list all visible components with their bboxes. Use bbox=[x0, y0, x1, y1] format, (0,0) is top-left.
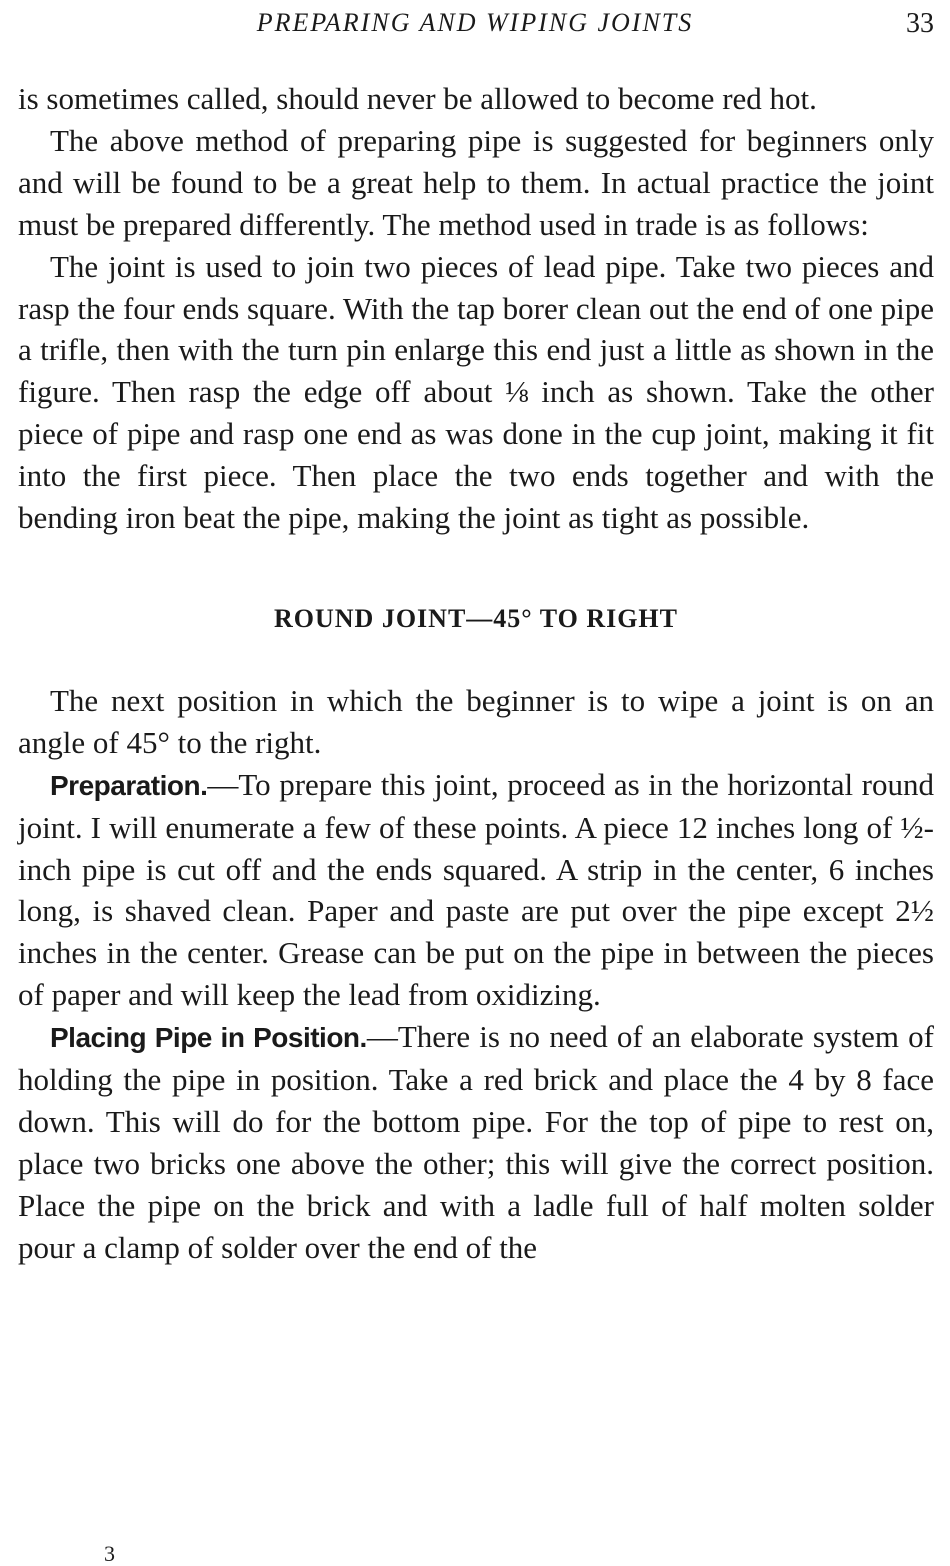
body-text bbox=[18, 78, 934, 1269]
paragraph-preparation bbox=[18, 764, 934, 1016]
section-heading: ROUND JOINT—45° TO RIGHT bbox=[274, 603, 678, 633]
cut-off-text-fragment: 3 bbox=[104, 1541, 115, 1566]
paragraph-placing-pipe bbox=[18, 1016, 934, 1268]
running-title: PREPARING AND WIPING JOINTS bbox=[256, 8, 694, 37]
page-number: 33 bbox=[906, 8, 934, 39]
placing-text: —There is no need of an elaborate system of holding the pipe in position. Take a red brick and place the 4 by 8 face down. This will do for the bottom pipe. For the top of pipe to rest on, place two bricks one above the other; this will give the correct position. Place the pipe on the brick and with a ladle full of half molten solder pour a clamp of solder over the end of the bbox=[18, 1019, 934, 1265]
paragraph-trade-method: The joint is used to join two pieces of lead pipe. Take two pieces and rasp the four ends square. With the tap borer clean out the end of one pipe a trifle, then with the turn pin enlarge this end just a little as shown in the figure. Then rasp the edge off about ⅛ inch as shown. Take the other piece of pipe and rasp one end as was done in the cup joint, making it fit into the first piece. Then place the two ends together and with the bending iron beat the pipe, making the joint as tight as possible. bbox=[18, 248, 934, 536]
paragraph-section-intro: The next position in which the beginner is to wipe a joint is on an angle of 45° to the right. bbox=[18, 682, 934, 760]
running-head bbox=[0, 8, 950, 48]
paragraph-continued: is sometimes called, should never be allowed to become red hot. bbox=[18, 81, 817, 116]
paragraph-method-note: The above method of preparing pipe is suggested for beginners only and will be found to be a great help to them. In actual practice the joint must be prepared differently. The method used in trade is as follows: bbox=[18, 122, 934, 242]
run-in-heading-placing: Placing Pipe in Position. bbox=[50, 1022, 367, 1054]
preparation-text: —To prepare this joint, proceed as in the horizontal round joint. I will enumerate a few of these points. A piece 12 inches long of ½-inch pipe is cut off and the ends squared. A strip in the center, 6 inches long, is shaved clean. Paper and paste are put over the pipe except 2½ inches in the center. Grease can be put on the pipe in between the pieces of paper and will keep the lead from oxidizing. bbox=[18, 766, 934, 1013]
run-in-heading-preparation: Preparation. bbox=[50, 769, 208, 801]
